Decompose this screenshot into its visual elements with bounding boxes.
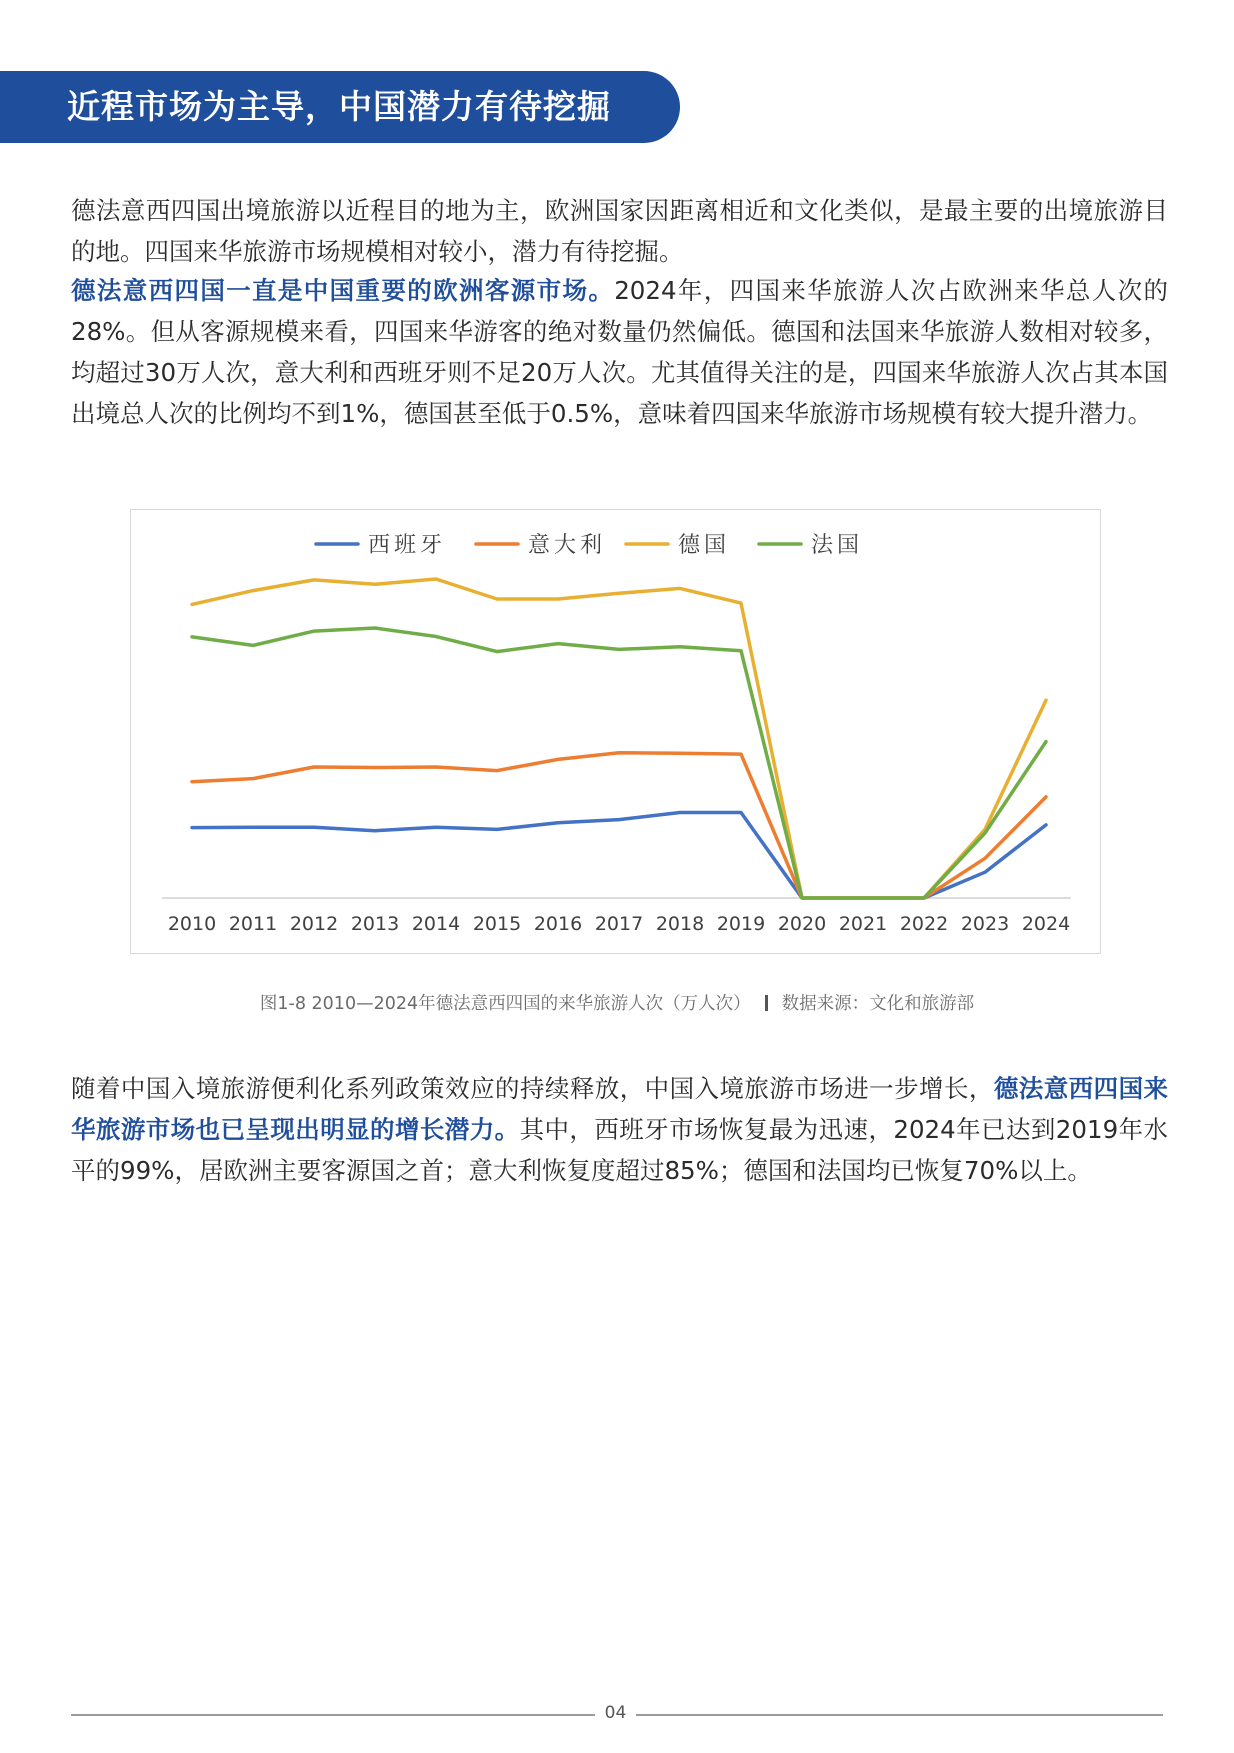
paragraph-intro: 德法意西四国出境旅游以近程目的地为主，欧洲国家因距离相近和文化类似，是最主要的出境旅游目的地。四国来华旅游市场规模相对较小，潜力有待挖掘。 [71, 196, 1168, 266]
legend-label: 意大利 [528, 533, 607, 558]
footer-divider-left [71, 1714, 595, 1716]
series-line-0 [192, 813, 1046, 899]
x-tick-label: 2011 [228, 913, 278, 935]
section-title: 近程市场为主导，中国潜力有待挖掘 [67, 87, 611, 126]
legend-label: 德国 [678, 533, 731, 558]
x-tick-label: 2012 [289, 913, 339, 935]
figure-caption [0, 990, 1234, 1015]
page-number: 04 [604, 1703, 627, 1723]
paragraph-recovery-body: 其中，西班牙市场恢复最为迅速，2024年已达到2019年水平的99%，居欧洲主要客源国之首；意大利恢复度超过85%；德国和法国均已恢复70%以上。 [71, 1115, 1168, 1185]
figure-caption-source: 数据来源：文化和旅游部 [781, 994, 975, 1014]
paragraph-market-size [71, 270, 1168, 434]
figure-caption-title: 图1-8 2010—2024年德法意西四国的来华旅游人次（万人次） [259, 994, 751, 1014]
x-tick-label: 2010 [167, 913, 217, 935]
legend-label: 西班牙 [368, 533, 447, 558]
x-tick-label: 2019 [716, 913, 766, 935]
caption-separator [765, 995, 768, 1011]
series-line-1 [192, 753, 1046, 898]
paragraph-recovery [71, 1068, 1168, 1191]
paragraph-recovery-intro: 随着中国入境旅游便利化系列政策效应的持续释放，中国入境旅游市场进一步增长， [71, 1074, 994, 1103]
x-tick-label: 2018 [655, 913, 705, 935]
x-tick-label: 2017 [594, 913, 644, 935]
x-tick-label: 2021 [838, 913, 888, 935]
line-chart-svg [131, 510, 1102, 955]
line-chart [130, 509, 1101, 954]
legend-label: 法国 [811, 533, 864, 558]
x-tick-label: 2014 [411, 913, 461, 935]
x-tick-label: 2024 [1021, 913, 1071, 935]
series-line-3 [192, 628, 1046, 898]
footer-divider-right [636, 1714, 1163, 1716]
x-tick-label: 2020 [777, 913, 827, 935]
section-title-banner [0, 71, 680, 143]
x-tick-label: 2015 [472, 913, 522, 935]
x-tick-label: 2022 [899, 913, 949, 935]
paragraph-recovery-highlight: 德法意西四国来华旅游市场也已呈现出明显的增长潜力。 [71, 1074, 1169, 1144]
x-tick-label: 2016 [533, 913, 583, 935]
x-tick-label: 2023 [960, 913, 1010, 935]
series-line-2 [192, 579, 1046, 898]
x-tick-label: 2013 [350, 913, 400, 935]
paragraph-market-size-highlight: 德法意西四国一直是中国重要的欧洲客源市场。 [71, 276, 615, 305]
paragraph-market-size-body: 2024年，四国来华旅游人次占欧洲来华总人次的28%。但从客源规模来看，四国来华游客的绝对数量仍然偏低。德国和法国来华旅游人数相对较多，均超过30万人次，意大利和西班牙则不足20万人次。尤其值得关注的是，四国来华旅游人次占其本国出境总人次的比例均不到1%，德国甚至低于0.5%，意味着四国来华旅游市场规模有较大提升潜力。 [71, 276, 1168, 428]
